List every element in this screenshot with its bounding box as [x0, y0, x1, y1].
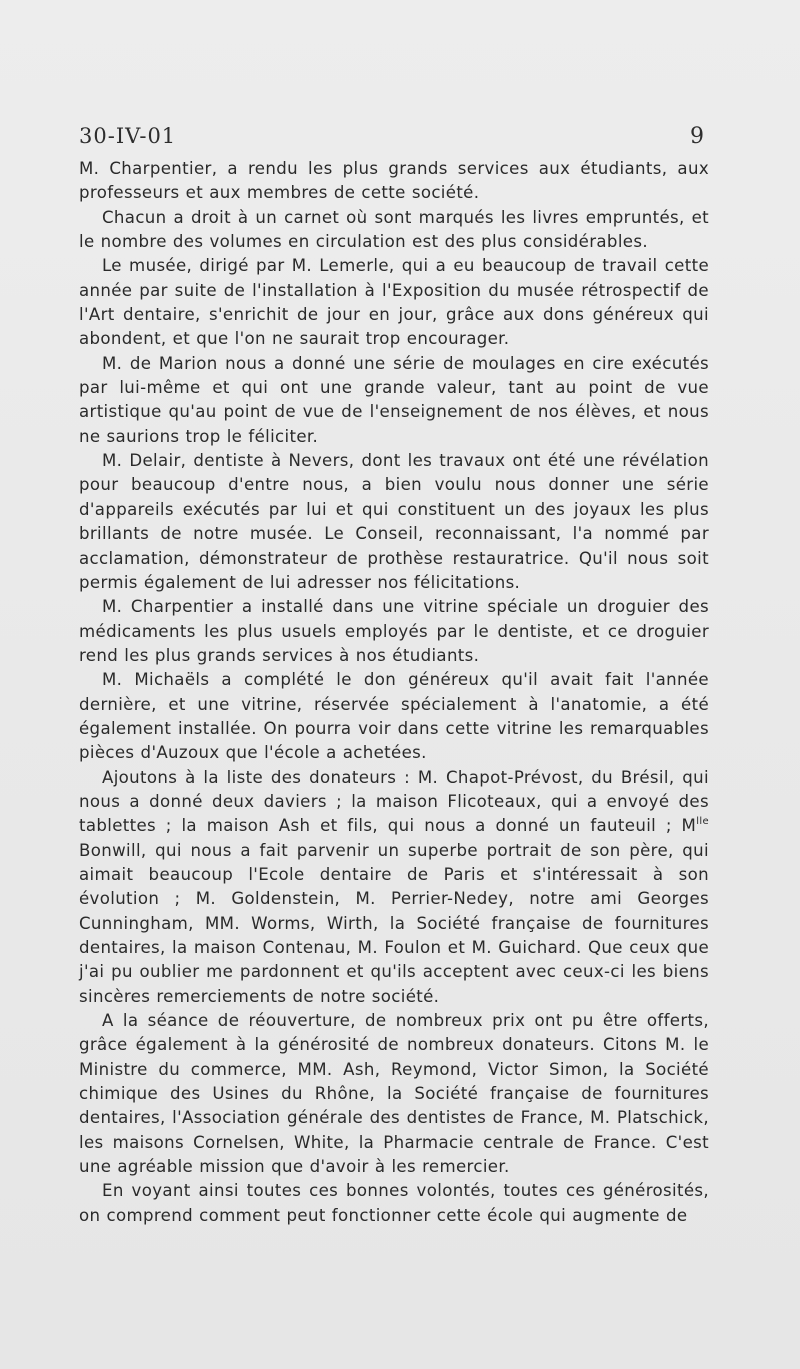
paragraph-2: Chacun a droit à un carnet où sont marqués les livres empruntés, et le nombre des volumes en circulation est des plus considérables.: [79, 207, 709, 252]
paragraph-7: M. Michaëls a complété le don généreux qu'il avait fait l'année dernière, et une vitrine, réservée spécialement à l'anatomie, a été également installée. On pourra voir dans cette vitrine les remarquables pièces d'Auzoux que l'école a achetées.: [79, 670, 709, 763]
title-abbreviation: lle: [696, 816, 709, 828]
running-header: [79, 124, 707, 154]
paragraph-8-start: Ajoutons à la liste des donateurs : M. Chapot-Prévost, du Brésil, qui nous a donné deux daviers ; la maison Flicoteaux, qui a envoyé des tablettes ; la maison Ash et fils, qui nous a donné un fauteuil ; M: [79, 767, 709, 836]
paragraph-8-end: Bonwill, qui nous a fait parvenir un superbe portrait de son père, qui aimait beaucoup l'Ecole dentaire de Paris et s'intéressait à son évolution ; M. Goldenstein, M. Perrier-Nedey, notre ami Georges Cunningham, MM. Worms, Wirth, la Société française de fournitures dentaires, la maison Contenau, M. Foulon et M. Guichard. Que ceux que j'ai pu oublier me pardonnent et qu'ils acceptent avec ceux-ci les biens sincères remerciements de notre société.: [79, 840, 709, 1006]
paragraph-4: M. de Marion nous a donné une série de moulages en cire exécutés par lui-même et qui ont une grande valeur, tant au point de vue artistique qu'au point de vue de l'enseignement de nos élèves, et nous ne saurions trop le féliciter.: [79, 353, 709, 446]
paragraph-10: En voyant ainsi toutes ces bonnes volontés, toutes ces générosités, on comprend comment peut fonctionner cette école qui augmente de: [79, 1181, 709, 1225]
issue-date: 30-IV-01: [79, 124, 177, 148]
paragraph-8: [79, 766, 709, 1009]
paragraph-5: M. Delair, dentiste à Nevers, dont les travaux ont été une révélation pour beaucoup d'entre nous, a bien voulu nous donner une série d'appareils exécutés par lui et qui constituent un des joyaux les plus brillants de notre musée. Le Conseil, reconnaissant, l'a nommé par acclamation, démonstrateur de prothèse restauratrice. Qu'il nous soit permis également de lui adresser nos félicitations.: [79, 451, 709, 592]
paragraph-9: A la séance de réouverture, de nombreux prix ont pu être offerts, grâce également à la générosité de nombreux donateurs. Citons M. le Ministre du commerce, MM. Ash, Reymond, Victor Simon, la Société chimique des Usines du Rhône, la Société française de fournitures dentaires, l'Association générale des dentistes de France, M. Platschick, les maisons Cornelsen, White, la Pharmacie centrale de France. C'est une agréable mission que d'avoir à les remercier.: [79, 1011, 709, 1177]
paragraph-1: M. Charpentier, a rendu les plus grands services aux étudiants, aux professeurs et aux membres de cette société.: [79, 159, 709, 203]
page-number: 9: [690, 124, 705, 149]
paragraph-3: Le musée, dirigé par M. Lemerle, qui a eu beaucoup de travail cette année par suite de l'installation à l'Exposition du musée rétrospectif de l'Art dentaire, s'enrichit de jour en jour, grâce aux dons généreux qui abondent, et que l'on ne saurait trop encourager.: [79, 256, 709, 349]
paragraph-6: M. Charpentier a installé dans une vitrine spéciale un droguier des médicaments les plus usuels employés par le dentiste, et ce droguier rend les plus grands services à nos étudiants.: [79, 597, 709, 665]
body-text: [79, 157, 709, 1228]
